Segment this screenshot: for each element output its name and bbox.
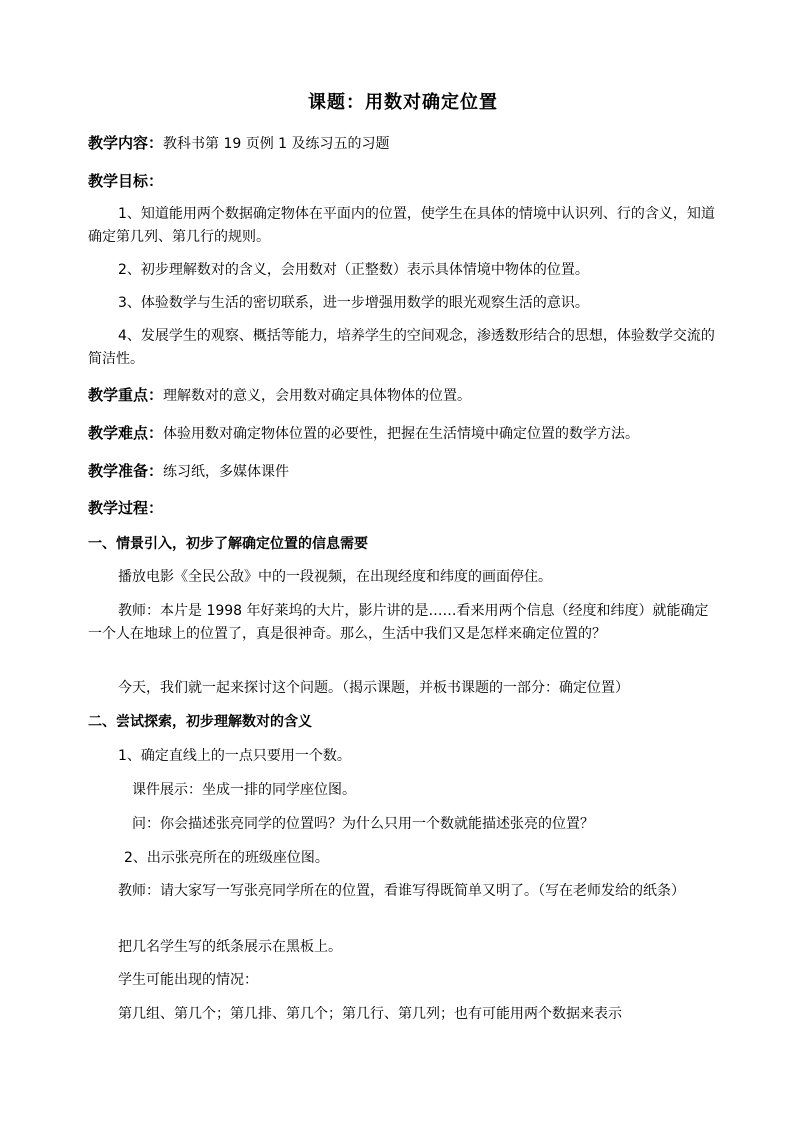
goal-item-3: 3、体验数学与生活的密切联系，进一步增强用数学的眼光观察生活的意识。 <box>118 295 589 311</box>
section-2-paragraph-5: 教师：请大家写一写张亮同学所在的位置，看谁写得既简单又明了。（写在老师发给的纸条） <box>118 883 685 899</box>
difficulty-point <box>88 422 639 443</box>
teaching-content <box>88 132 390 153</box>
section-2-title: 二、尝试探索，初步理解数对的含义 <box>88 714 312 730</box>
section-1-paragraph-2: 教师：本片是 1998 年好莱坞的大片，影片讲的是……看来用两个信息（经度和纬度）就能确定一个人在地球上的位置了，真是很神奇。那么，生活中我们又是怎样来确定位置的？ <box>88 603 709 642</box>
section-1-paragraph-1: 播放电影《全民公敌》中的一段视频，在出现经度和纬度的画面停住。 <box>118 569 552 585</box>
section-2-line-8: 第几组、第几个；第几排、第几个；第几行、第几列；也有可能用两个数据来表示 <box>118 1006 622 1022</box>
goals-heading: 教学目标： <box>88 172 164 190</box>
difficulty-label: 教学难点： <box>88 424 164 442</box>
content-text: 教科书第 19 页例 1 及练习五的习题 <box>163 136 390 152</box>
process-heading: 教学过程： <box>88 499 164 517</box>
goal-item-4: 4、发展学生的观察、概括等能力，培养学生的空间观念，渗透数形结合的思想，体验数学交流的简洁性。 <box>88 328 715 367</box>
section-2-line-6: 把几名学生写的纸条展示在黑板上。 <box>118 939 342 955</box>
key-label: 教学重点： <box>88 386 164 404</box>
goal-item-2: 2、初步理解数对的含义，会用数对（正整数）表示具体情境中物体的位置。 <box>118 262 589 278</box>
section-2-line-7: 学生可能出现的情况： <box>118 972 258 988</box>
section-2-line-1: 1、确定直线上的一点只要用一个数。 <box>118 748 351 764</box>
key-text: 理解数对的意义，会用数对确定具体物体的位置。 <box>163 388 472 404</box>
prep-label: 教学准备： <box>88 462 164 480</box>
goal-item-1: 1、知道能用两个数据确定物体在平面内的位置，使学生在具体的情境中认识列、行的含义，知道确定第几列、第几行的规则。 <box>88 206 715 245</box>
section-1-paragraph-3: 今天，我们就一起来探讨这个问题。（揭示课题，并板书课题的一部分：确定位置） <box>118 680 629 696</box>
content-label: 教学内容： <box>88 134 164 152</box>
prep-text: 练习纸，多媒体课件 <box>163 464 290 480</box>
page-title: 课题：用数对确定位置 <box>308 92 498 113</box>
section-2-line-4: 2、出示张亮所在的班级座位图。 <box>124 850 329 866</box>
section-2-line-3: 问：你会描述张亮同学的位置吗？为什么只用一个数就能描述张亮的位置？ <box>132 816 594 832</box>
section-2-line-2: 课件展示：坐成一排的同学座位图。 <box>132 782 356 798</box>
difficulty-text: 体验用数对确定物体位置的必要性，把握在生活情境中确定位置的数学方法。 <box>163 426 640 442</box>
key-point <box>88 384 471 405</box>
preparation <box>88 460 289 481</box>
section-1-title: 一、情景引入，初步了解确定位置的信息需要 <box>88 536 368 552</box>
